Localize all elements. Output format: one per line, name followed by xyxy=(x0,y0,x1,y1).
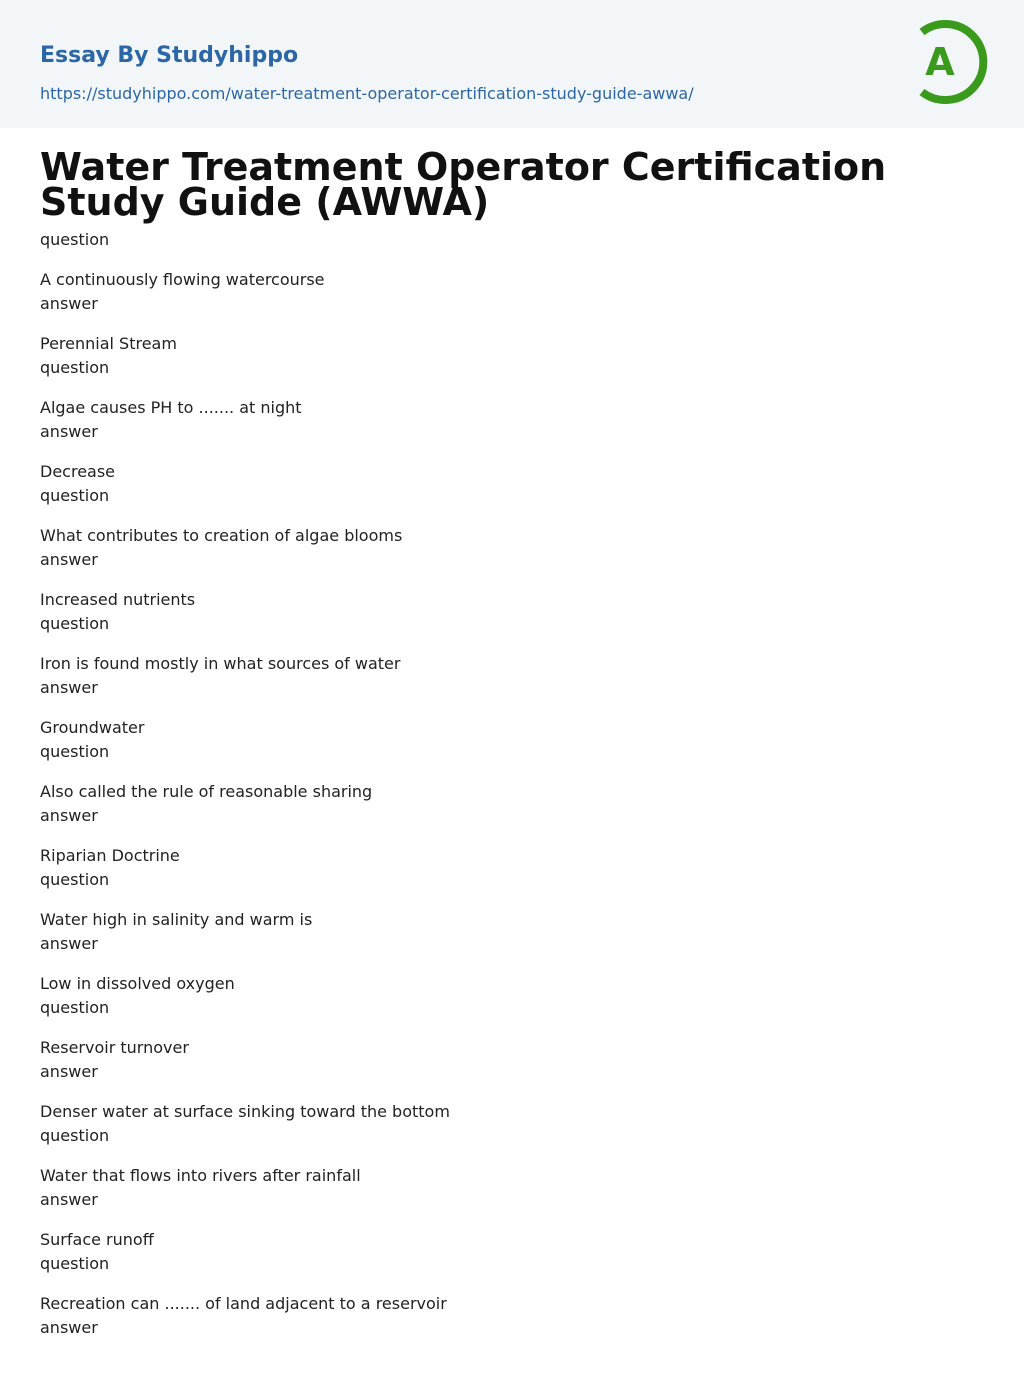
flashcard-item xyxy=(40,868,984,932)
flashcard-item xyxy=(40,740,984,804)
card-label: answer xyxy=(40,1318,98,1337)
card-text: Algae causes PH to ....... at night xyxy=(40,398,302,417)
flashcard-item xyxy=(40,548,984,612)
card-text: Decrease xyxy=(40,462,116,481)
card-label: question xyxy=(40,358,110,377)
site-header xyxy=(0,0,1024,128)
card-label: answer xyxy=(40,934,98,953)
source-url-link[interactable]: https://studyhippo.com/water-treatment-operator-certification-study-guide-awwa/ xyxy=(40,84,694,103)
flashcard-item xyxy=(40,1316,984,1380)
card-text: Surface runoff xyxy=(40,1230,154,1249)
card-label: answer xyxy=(40,550,98,569)
card-label: answer xyxy=(40,678,98,697)
card-text: A continuously flowing watercourse xyxy=(40,270,325,289)
card-text: Water that flows into rivers after rainfall xyxy=(40,1166,361,1185)
card-text: Increased nutrients xyxy=(40,590,196,609)
card-text: Denser water at surface sinking toward the bottom xyxy=(40,1102,450,1121)
flashcard-item xyxy=(40,676,984,740)
card-label: question xyxy=(40,1254,110,1273)
flashcard-item xyxy=(40,932,984,996)
card-text: What contributes to creation of algae blooms xyxy=(40,526,403,545)
flashcard-item xyxy=(40,420,984,484)
card-label: question xyxy=(40,870,110,889)
flashcard-item xyxy=(40,1060,984,1124)
card-label: answer xyxy=(40,1062,98,1081)
card-text: Low in dissolved oxygen xyxy=(40,974,235,993)
card-text: Groundwater xyxy=(40,718,145,737)
card-label: question xyxy=(40,742,110,761)
flashcard-item xyxy=(40,356,984,420)
flashcard-item xyxy=(40,996,984,1060)
card-text: Also called the rule of reasonable sharing xyxy=(40,782,373,801)
brand-title[interactable]: Essay By Studyhippo xyxy=(40,43,299,68)
card-text: Recreation can ....... of land adjacent to a reservoir xyxy=(40,1294,447,1313)
card-label: question xyxy=(40,998,110,1017)
card-text: Water high in salinity and warm is xyxy=(40,910,313,929)
studyhippo-logo-icon[interactable] xyxy=(900,18,988,106)
card-label: answer xyxy=(40,806,98,825)
card-text: Riparian Doctrine xyxy=(40,846,180,865)
flashcard-item xyxy=(40,1252,984,1316)
card-label: answer xyxy=(40,294,98,313)
flashcard-item xyxy=(40,1124,984,1188)
card-label: question xyxy=(40,230,110,249)
flashcard-item xyxy=(40,804,984,868)
card-label: question xyxy=(40,1126,110,1145)
card-text: Reservoir turnover xyxy=(40,1038,189,1057)
flashcard-item xyxy=(40,1188,984,1252)
flashcard-item xyxy=(40,292,984,356)
flashcard-item xyxy=(40,228,984,292)
card-text: Perennial Stream xyxy=(40,334,177,353)
flashcard-item xyxy=(40,612,984,676)
page-title: Water Treatment Operator Certification Study Guide (AWWA) xyxy=(40,145,887,224)
card-label: question xyxy=(40,614,110,633)
card-text: Iron is found mostly in what sources of water xyxy=(40,654,401,673)
card-label: answer xyxy=(40,1190,98,1209)
flashcard-item xyxy=(40,484,984,548)
logo-letter: A xyxy=(925,40,955,84)
card-label: question xyxy=(40,486,110,505)
flashcard-list xyxy=(40,228,984,1380)
card-label: answer xyxy=(40,422,98,441)
